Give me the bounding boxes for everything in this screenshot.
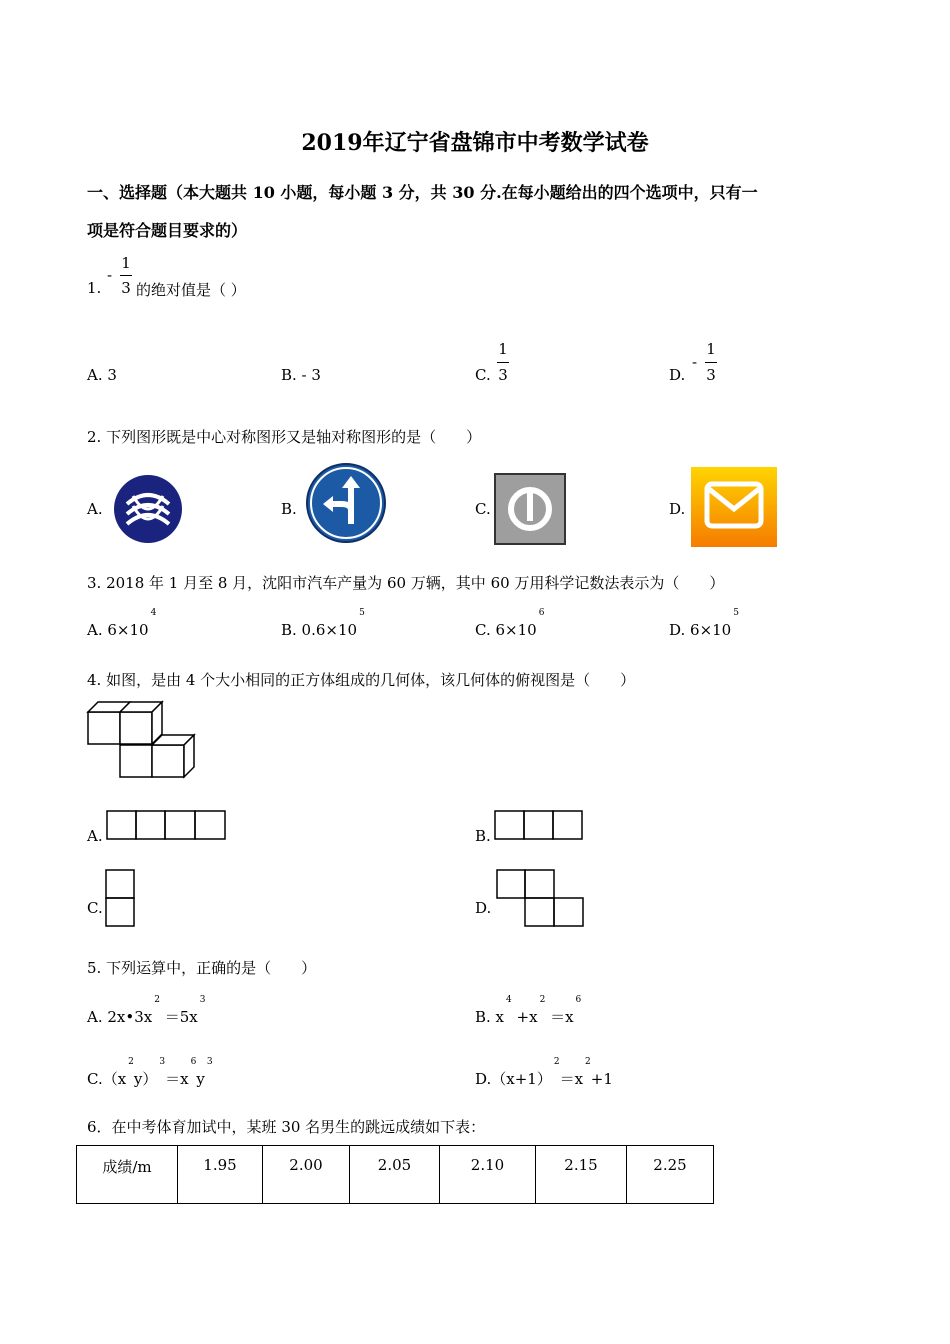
q5-option-c: $C.(x^2y)^3=x^6y^3$ [87,1057,213,1088]
table-cell: 成绩/m [77,1146,178,1204]
q3-option-d: D. $6\times 10^5$ [669,608,739,639]
page-title: 2019年辽宁省盘锦市中考数学试卷 [301,130,649,156]
q6-stem: 6．在中考体育加试中，某班 30 名男生的跳远成绩如下表： [87,1118,486,1136]
q4-option-d-grid [496,869,586,929]
q1-stem: 的绝对值是（ ） [136,281,246,299]
q1-option-d-denominator: 3 [706,366,716,384]
q1-option-c-denominator: 3 [498,366,508,384]
section-heading-line1: 一、选择题（本大题共 10 小题，每小题 3 分，共 30 分.在每小题给出的四个选项中，只有一 [87,183,758,202]
q4-option-d-label: D. [475,899,492,917]
q5-option-d: $D.(x+1)^2=x^2+1$ [475,1057,613,1088]
q4-option-b-label: B. [475,827,491,845]
score-table [76,1145,714,1204]
table-cell: 1.95 [178,1146,263,1204]
q3-option-c: C. $6\times 10^6$ [475,608,545,639]
q1-option-a: A. 3 [87,366,117,384]
q1-option-b: B. - 3 [281,366,321,384]
q1-denominator: 3 [121,279,131,297]
table-row [77,1146,714,1204]
traffic-sign-icon [305,462,387,544]
q1-fraction-bar [120,275,132,276]
q1-option-d-bar [705,362,717,363]
q5-option-a: A. $2x•3x^2 =5x^3$ [87,995,206,1026]
q1-option-c-label: C. [475,366,491,384]
power-icon [494,473,566,545]
q1-option-d-numerator: 1 [706,340,716,358]
q4-option-c-grid [105,869,137,929]
q1-number: 1. [87,279,102,297]
table-cell: 2.10 [440,1146,536,1204]
q1-option-c-bar [497,362,509,363]
q1-option-d-minus: - [692,353,698,371]
q5-stem: 5. 下列运算中，正确的是（ ） [87,959,317,977]
mail-envelope-icon [691,467,777,547]
q2-option-d-label: D. [669,500,686,518]
section-heading-line2: 项是符合题目要求的） [87,221,248,240]
table-cell: 2.05 [350,1146,440,1204]
table-cell: 2.00 [263,1146,350,1204]
cube-solid-figure [86,700,200,782]
q4-option-b-grid [494,810,586,841]
china-mobile-logo-icon [113,474,183,544]
q1-option-c-numerator: 1 [498,340,508,358]
table-cell: 2.15 [536,1146,627,1204]
q3-option-b: B. $0.6\times 10^5$ [281,608,365,639]
q1-minus: - [107,266,113,284]
q2-option-c-label: C. [475,500,491,518]
q4-option-a-grid [106,810,228,841]
q4-option-c-label: C. [87,899,103,917]
q2-stem: 2. 下列图形既是中心对称图形又是轴对称图形的是（ ） [87,428,482,446]
q4-option-a-label: A. [87,827,103,845]
table-cell: 2.25 [627,1146,714,1204]
q2-option-b-label: B. [281,500,297,518]
q3-option-a: A. $6\times 10^4$ [87,608,157,639]
q4-stem: 4. 如图，是由 4 个大小相同的正方体组成的几何体，该几何体的俯视图是（ ） [87,671,636,689]
q2-option-a-label: A. [87,500,103,518]
q1-option-d-label: D. [669,366,686,384]
q1-numerator: 1 [121,254,131,272]
q3-stem: 3. 2018 年 1 月至 8 月，沈阳市汽车产量为 60 万辆，其中 60 万用科学记数法表示为（ ） [87,574,725,592]
q5-option-b: B. $x^4 +x^2 =x^6$ [475,995,582,1026]
